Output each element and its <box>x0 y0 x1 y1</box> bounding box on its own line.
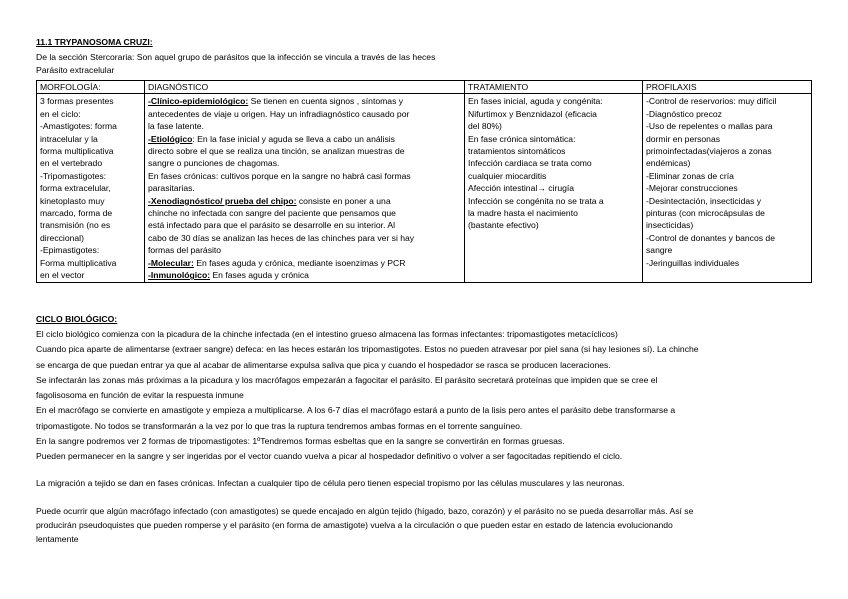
diagnostico-text: sangre o punciones de chagomas. <box>148 158 280 169</box>
header-profilaxis: PROFILAXIS <box>643 81 812 94</box>
tratamiento-line: En fases inicial, aguda y congénita: <box>468 96 603 107</box>
morfologia-line: marcado, forma de <box>40 208 113 219</box>
diagnostico-line <box>148 219 461 231</box>
tratamiento-line: Infección se congénita no se trata a <box>468 195 604 206</box>
intro-line: De la sección Stercoraria: Son aquel grupo de parásitos que la infección se vincula a través de las heces <box>36 52 436 62</box>
profilaxis-line: -Mejorar construcciones <box>646 183 738 194</box>
ciclo-line: tripomastigote. No todos se transformarán a la vez por lo que tras la ruptura tendremos ambas formas en el torrente sanguíneo. <box>36 420 523 431</box>
diagnostico-label: -Etiológico <box>148 133 193 144</box>
morfologia-line: transmisión (no es <box>40 220 111 231</box>
morfologia-line: en el vector <box>40 270 85 281</box>
ciclo-line: Se infectarán las zonas más próximas a la picadura y los macrófagos empezarán a fagocitar el parásito. El parásito secretará proteínas que impiden que se cree el <box>36 374 658 385</box>
diagnostico-line <box>148 195 461 207</box>
pseudoquistes-line: Puede ocurrir que algún macrófago infectado (con amastigotes) se quede encajado en algún tejido (hígado, bazo, corazón) y el parásito no se pueda desarrollar más. Así se <box>36 506 694 516</box>
morfologia-cell <box>37 94 145 282</box>
diagnostico-text: En fases aguda y crónica <box>210 270 309 281</box>
morfologia-line: Forma multiplicativa <box>40 257 117 268</box>
profilaxis-line: pinturas (con microcápsulas de <box>646 208 765 219</box>
diagnostico-label: -Molecular: <box>148 257 194 268</box>
ciclo-line: fagolisosoma en función de evitar la respuesta inmune <box>36 390 244 401</box>
ciclo-line: En la sangre podremos ver 2 formas de tripomastigotes: 1ºTendremos formas esbeltas que en la sangre se convertirán en formas gruesas. <box>36 436 565 447</box>
diagnostico-text: : En la fase inicial y aguda se lleva a cabo un análisis <box>192 133 395 144</box>
diagnostico-line <box>148 120 461 132</box>
diagnostico-text: consiste en poner a una <box>296 195 391 206</box>
profilaxis-line: -Eliminar zonas de cría <box>646 170 734 181</box>
tratamiento-line: la madre hasta el nacimiento <box>468 208 578 219</box>
morfologia-line: en el ciclo: <box>40 108 81 119</box>
profilaxis-line: endémicas) <box>646 158 691 169</box>
intro-line: Parásito extracelular <box>36 65 115 75</box>
header-diagnostico: DIAGNÓSTICO <box>145 81 465 94</box>
diagnostico-line <box>148 133 461 145</box>
diagnostico-text: parasitarias. <box>148 183 195 194</box>
ciclo-line: Pueden permanecer en la sangre y ser ingeridas por el vector cuando vuelva a picar al hospedador definitivo o volver a ser fagocitadas repitiendo el ciclo. <box>36 451 623 462</box>
tratamiento-line: cualquier miocarditis <box>468 170 547 181</box>
header-tratamiento: TRATAMIENTO <box>465 81 643 94</box>
profilaxis-cell <box>643 94 812 282</box>
profilaxis-line: dormir en personas <box>646 133 721 144</box>
ciclo-title: CICLO BIOLÓGICO: <box>36 314 118 324</box>
section-title: 11.1 TRYPANOSOMA CRUZI: <box>36 37 153 47</box>
diagnostico-line <box>148 257 461 269</box>
profilaxis-line: -Desintectación, insecticidas y <box>646 195 762 206</box>
diagnostico-cell <box>145 94 465 282</box>
info-table <box>36 80 812 283</box>
diagnostico-line <box>148 170 461 182</box>
profilaxis-line: sangre <box>646 245 673 256</box>
diagnostico-text: está infectado para que el parásito se desarrolle en su interior. Al <box>148 220 395 231</box>
diagnostico-text: En fases aguda y crónica, mediante isoenzimas y PCR <box>193 257 406 268</box>
diagnostico-line <box>148 95 461 107</box>
morfologia-line: -Tripomastigotes: <box>40 170 107 181</box>
diagnostico-text: formas del parásito <box>148 245 222 256</box>
diagnostico-line <box>148 207 461 219</box>
profilaxis-line: insecticidas) <box>646 220 694 231</box>
diagnostico-text: directo sobre el que se realiza una tinción, se analizan muestras de <box>148 146 405 157</box>
diagnostico-text: cabo de 30 días se analizan las heces de las chinches para ver si hay <box>148 232 415 243</box>
table-row <box>37 94 812 282</box>
morfologia-line: forma multiplicativa <box>40 146 114 157</box>
pseudoquistes-paragraph <box>36 505 816 547</box>
diagnostico-label: -Inmunológico: <box>148 270 211 281</box>
ciclo-line: El ciclo biológico comienza con la picadura de la chinche infectada (en el intestino grueso almacena las formas infectantes: tripomastigotes metacíclicos) <box>36 329 618 339</box>
diagnostico-text: chinche no infectada con sangre del paciente que pensamos que <box>148 208 396 219</box>
header-morfologia: MORFOLOGÍA: <box>37 81 145 94</box>
tratamiento-cell <box>465 94 643 282</box>
diagnostico-line <box>148 182 461 194</box>
ciclo-line: Cuando pica aparte de alimentarse (extraer sangre) defeca: en las heces estarán los tripomastigotes. Estos no pueden atravesar por piel sana (si hay lesiones sí). La chinche <box>36 344 699 355</box>
morfologia-line: -Amastigotes: forma <box>40 121 117 132</box>
profilaxis-line: -Control de donantes y bancos de <box>646 232 775 243</box>
morfologia-line: en el vertebrado <box>40 158 103 169</box>
tratamiento-line: Afección intestinal→ cirugía <box>468 183 575 194</box>
diagnostico-label: -Xenodiagnóstico/ prueba del chipo: <box>148 195 297 206</box>
profilaxis-line: -Control de reservorios: muy difícil <box>646 96 777 107</box>
diagnostico-line <box>148 269 461 281</box>
diagnostico-line <box>148 157 461 169</box>
pseudoquistes-line: lentamente <box>36 534 79 544</box>
profilaxis-line: -Diagnóstico precoz <box>646 108 722 119</box>
tratamiento-line: (bastante efectivo) <box>468 220 539 231</box>
table-header-row <box>37 81 812 94</box>
diagnostico-line <box>148 232 461 244</box>
diagnostico-text: antecedentes de viaje u origen. Hay un infradiagnóstico causado por <box>148 108 410 119</box>
morfologia-line: direccional) <box>40 232 84 243</box>
morfologia-line: 3 formas presentes <box>40 96 114 107</box>
morfologia-line: -Epimastigotes: <box>40 245 100 256</box>
ciclo-line: En el macrófago se convierte en amastigote y empieza a multiplicarse. A los 6-7 días el macrófago estará a punto de la lisis pero antes el parásito debe transformarse a <box>36 405 676 416</box>
tratamiento-line: En fase crónica sintomática: <box>468 133 576 144</box>
profilaxis-line: -Jeringuillas individuales <box>646 257 740 268</box>
tratamiento-line: Infección cardiaca se trata como <box>468 158 592 169</box>
diagnostico-text: En fases crónicas: cultivos porque en la sangre no habrá casi formas <box>148 170 411 181</box>
profilaxis-line: primoinfectadas(viajeros a zonas <box>646 146 772 157</box>
ciclo-line: se encarga de que puedan entrar ya que al acabar de alimentarse expulsa saliva que pica y cuando el hospedador se rasca se producen laceraciones. <box>36 359 611 370</box>
tratamiento-line: del 80%) <box>468 121 502 132</box>
morfologia-line: forma extracelular, <box>40 183 111 194</box>
diagnostico-line <box>148 145 461 157</box>
tratamiento-line: Nifurtimox y Benznidazol (eficacia <box>468 108 597 119</box>
diagnostico-text: Se tienen en cuenta signos , síntomas y <box>248 96 404 107</box>
diagnostico-line <box>148 108 461 120</box>
profilaxis-line: -Uso de repelentes o mallas para <box>646 121 773 132</box>
morfologia-line: kinetoplasto muy <box>40 195 105 206</box>
ciclo-paragraphs <box>36 328 816 466</box>
morfologia-line: intracelular y la <box>40 133 98 144</box>
tratamiento-line: tratamientos sintomáticos <box>468 146 566 157</box>
diagnostico-line <box>148 244 461 256</box>
diagnostico-text: la fase latente. <box>148 121 204 132</box>
pseudoquistes-line: producirán pseudoquistes que pueden romperse y el parásito (en forma de amastigote) vuelva a la circulación o que pueden estar en estado de latencia evolucionando <box>36 520 673 530</box>
migracion-paragraph: La migración a tejido se dan en fases crónicas. Infectan a cualquier tipo de célula pero tienen especial tropismo por las células musculares y las neuronas. <box>36 478 625 488</box>
diagnostico-label: -Clínico-epidemiológico: <box>148 96 249 107</box>
